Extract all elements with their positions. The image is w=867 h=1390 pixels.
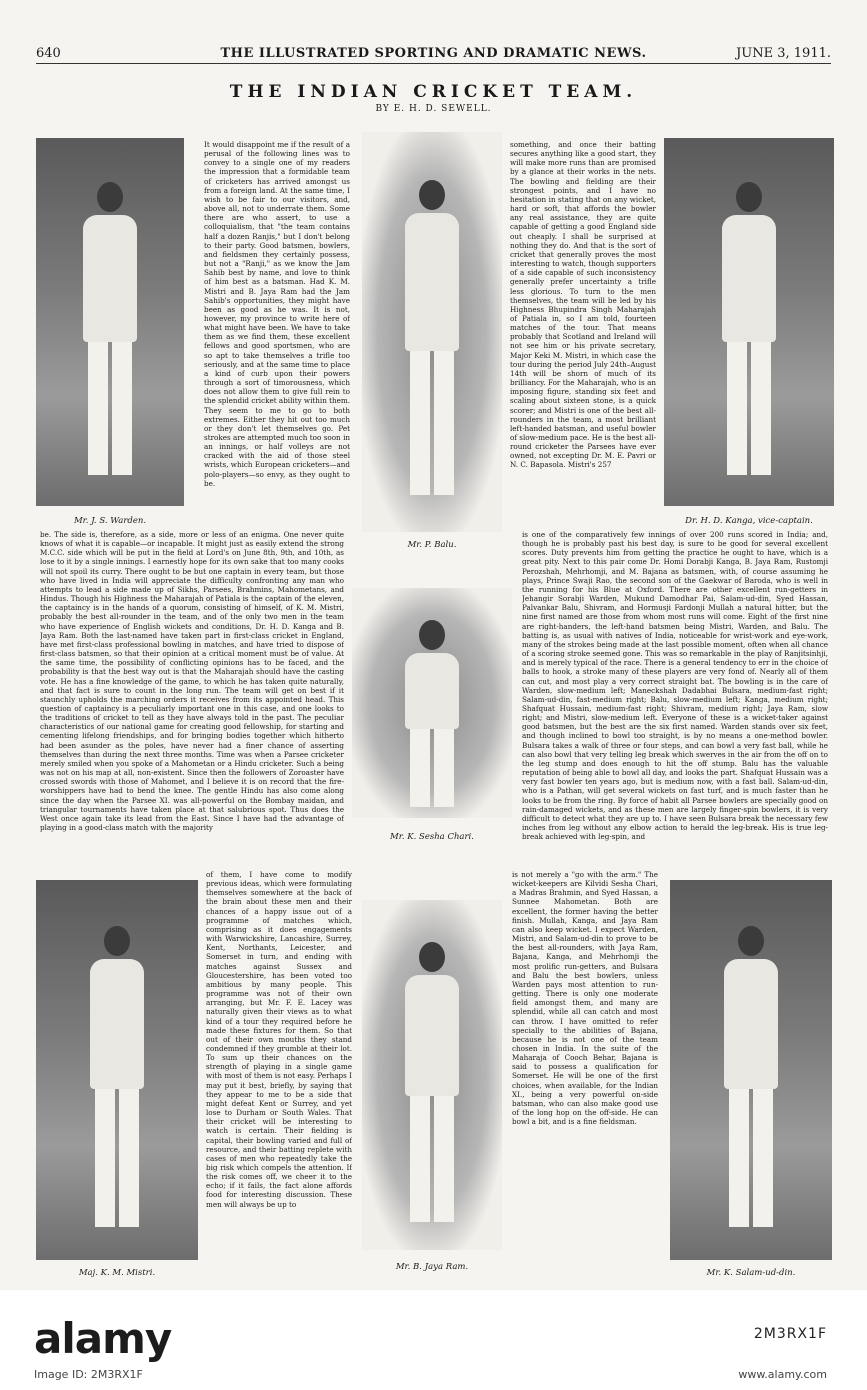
article-bottom-right: is not merely a "go with the arm." The wicket-keepers are Kilvidi Sesha Chari, a Madras Brahmin, and Syed Hassan, a Sunnee Mahometan. Both are excellent, the former having the better finish. Mullah, Kanga, and Jaya Ram can also keep wicket. I expect Warden, Mistri, and Salam-ud-din to prove to be the best all-rounders, with Jaya Ram, Bajana, Kanga, and Mehrhomji the most prolific run-getters, and Bulsara and Balu the best bowlers, unless Warden pays most attention to run-getting. There is only one moderate field amongst them, and many are splendid, while all can catch and most can throw. I have omitted to refer specially to the abilities of Bajana, because he is not one of the team chosen in India. In the suite of the Maharaja of Cooch Behar, Bajana is said to possess a qualification for Somerset. He will be one of the first choices, when available, for the Indian XI., being a very powerful on-side batsman, who can also make good use of the long hop on the off-side. He can bowl a bit, and is a fine fieldsman. [512,870,658,1127]
photo-kanga [664,138,834,506]
page-header [36,44,831,64]
photo-warden [36,138,184,506]
issue-date: JUNE 3, 1911. [736,46,831,61]
watermark-banner [0,1290,867,1390]
page-number: 640 [36,46,61,61]
photo-jaya-ram [362,900,502,1250]
publication-title: THE ILLUSTRATED SPORTING AND DRAMATIC NEWS. [220,46,647,61]
caption-salam-ud-din: Mr. K. Salam-ud-din. [706,1268,796,1278]
photo-sesha-chari [352,588,512,818]
caption-kanga: Dr. H. D. Kanga, vice-captain. [685,516,813,526]
image-code: 2M3RX1F [753,1326,827,1342]
photo-salam-ud-din [670,880,832,1260]
watermark-url: www.alamy.com [738,1368,827,1381]
cricketer-figure [401,620,463,799]
article-mid-left: be. The side is, therefore, as a side, more or less of an enigma. One never quite knows of what it is capable—or incapable. It might just as easily extend the strong M.C.C. side which will be put in the field at Lord's on June 8th, 9th, and 10th, as lose to it by a single innings. I earnestly hope for its own sake that too many cooks will not spoil its curry. There ought to be but one captain in every team, but those who have lived in India will appreciate the difficulty confronting any man who attempts to lead a side made up of Sikhs, Parsees, Brahmins, Mahometans, and Hindus. Though his Highness the Maharajah of Patiala is the captain of the eleven, the captaincy is in the hands of a quorum, consisting of himself, of K. M. Mistri, probably the best all-rounder in the team, and of the only two men in the team who have experience of English wickets and conditions, Dr. H. D. Kanga and B. Jaya Ram. Both the last-named have taken part in first-class cricket in England, have met first-class professional bowling in matches, and have tried to dispose of first-class batsmen, so that their opinion at a critical moment must be of value. At the same time, the possibility of conflicting opinions has to be faced, and the probability is that the best way out is that the Maharajah should have the casting vote. He has a fine knowledge of the game, to which he has taken quite naturally, and that fact is sure to count in the long run. The team will get on best if it staunchly upholds the marching orders it receives from its appointed head. This question of captaincy is a peculiarly important one in this case, and one looks to the traditions of cricket to tell as they have always told in the past. The peculiar characteristics of our national game for creating good fellowship, for starting and cementing lifelong friendships, and for bringing bodies together which hitherto had been asunder as the poles, have never had a finer chance of asserting themselves than during the next three months. Time was when a Parsee cricketer merely smiled when you spoke of a Mahometan or a Hindu cricketer. Such a being was not on his map at all, non-existent. Since then the followers of Zoroaster have crossed swords with those of Mahomet, and I believe it is on record that the fire-worshippers have had to bend the knee. The gentle Hindu has also come along since the day when the Parsee XI. was all-powerful on the Bombay maidan, and triangular tournaments have taken place at that salubrious spot. Thus does the West once again take its lead from the East. Since I have had the advantage of playing in a good-class match with the majority [40,530,344,832]
photo-mistri [36,880,198,1260]
cricketer-figure [718,182,780,484]
image-id: Image ID: 2M3RX1F [34,1368,143,1381]
caption-mistri: Maj. K. M. Mistri. [78,1268,156,1278]
caption-balu: Mr. P. Balu. [407,540,457,550]
caption-warden: Mr. J. S. Warden. [73,516,147,526]
cricketer-figure [79,182,141,484]
article-mid-right: is one of the comparatively few innings of over 200 runs scored in India; and, though he is probably past his best day, is sure to be good for several excellent scores. Duty prevents him from getting the practice he ought to have, which is a great pity. Next to this pair come Dr. Homi Dorabji Kanga, B. Jaya Ram, Rustomji Perozshah, Mehrhomji, and M. Bajana as batsmen, with, of course assuming he plays, Prince Swaji Rao, the second son of the Gaekwar of Baroda, who is well in the running for his Blue at Oxford. There are other excellent run-getters in Jehangir Sorabji Warden, Mukund Damodhar Pai, Salam-ud-din, Syed Hassan, Palvankar Balu, Shivram, and Hormusji Fardonji Mullah a natural hitter, but the nine first named are those from whom most runs will come. Eight of the first nine are right-handers, the left-hand batsmen being Mistri, Warden, and Balu. The batting is, as usual with natives of India, noticeable for wrist-work and eye-work, many of the strokes being made at the last possible moment, often when all chance of a scoring stroke seemed gone. This was so remarkable in the play of Ranjitsinhji, and is merely typical of the race. There is a general tendency to err in the choice of balls to hook, a stroke many of these players are very fond of. Nearly all of them can cut, and most play a very correct straight bat. The bowling is in the care of Warden, slow-medium left; Maneckshah Dadabhai Bulsara, medium-fast right; Salam-ud-din, fast-medium right; Balu, slow-medium left; Kanga, medium right; Shafquat Hussain, medium-fast right; Shivram, medium right; Jaya Ram, slow right; and Mistri, slow-medium left. Everyone of these is a wicket-taker against good batsmen, but the best are the six first named. Warden stands over six feet, and though inclined to bowl too straight, is by no means a one-method bowler. Bulsara takes a walk of three or four steps, and can bowl a very fast ball, while he can also bowl that very telling leg break which swerves in the air from the off on to the leg stump and does enough to hit the off stump. Balu has the valuable reputation of being able to bowl all day, and looks the part. Shafquat Hussain was a very fast bowler ten years ago, but is medium now, with a fast ball. Salam-ud-din, who is a Pathan, will get several wickets on fast turf, and is much faster than he looks to be from the ring. By force of habit all Parsee bowlers are specially good on rain-damaged wickets, and as these men are largely finger-spin bowlers, it is very difficult to detect what they are up to. I have seen Bulsara break the necessary few inches from leg without any elbow action to herald the leg-break. His is true leg-break achieved with leg-spin, and [522,530,828,842]
article-byline: BY E. H. D. SEWELL. [375,104,492,114]
caption-jaya-ram: Mr. B. Jaya Ram. [395,1262,469,1272]
caption-sesha-chari: Mr. K. Sesha Chari. [390,832,474,842]
article-column-1: It would disappoint me if the result of a perusal of the following lines was to convey to a single one of my readers the impression that a formidable team of cricketers has arrived amongst us from a foreign land. At the same time, I wish to be fair to our visitors, and, above all, not to underrate them. Some there are who assert, to use a colloquialism, that "the team contains half a dozen Ranjis," but I don't belong to their party. Good batsmen, bowlers, and fieldsmen they certainly possess, but not a "Ranji," as we know the Jam Sahib best by name, and love to think of him best as a batsman. Had K. M. Mistri and B. Jaya Ram had the Jam Sahib's opportunities, they might have been as good as he was. It is not, however, my province to write here of what might have been. We have to take them as we find them, these excellent fellows and good sportsmen, who are so apt to take themselves a trifle too seriously, and at the same time to place a kind of curb upon their powers through a sort of timorousness, which does not allow them to give full rein to the splendid cricket ability within them. They seem to me to go to both extremes. Either they hit out too much or they don't let themselves go. Pet strokes are attempted much too soon in an innings, or half volleys are not cracked with the aid of those steel wrists, which European cricketers—and polo-players—so envy, as they ought to be. [204,140,350,488]
cricketer-figure [86,926,148,1238]
cricketer-figure [401,942,463,1229]
article-bottom-left: of them, I have come to modify previous ideas, which were formulating themselves somewhere at the back of the brain about these men and their chances of a happy issue out of a programme of matches which, comprising as it does engagements with Warwickshire, Lancashire, Surrey, Kent, Northants, Leicester, and Somerset in turn, and ending with matches against Sussex and Gloucestershire, has been voted too ambitious by many people. This programme was not of their own arranging, but Mr. F. E. Lacey was naturally given their views as to what kind of a tour they required before he made these fixtures for them. So that out of their own mouths they stand condemned if they grumble at their lot. To sum up their chances on the strength of playing in a single game with most of them is not easy. Perhaps I may put it best, briefly, by saying that they appear to me to be a side that might defeat Kent or Surrey, and yet lose to Durham or South Wales. That their cricket will be interesting to watch is certain. Their fielding is capital, their bowling varied and full of resource, and their batting replete with cases of men who repeatedly take the big risk which compels the attention. If the risk comes off, we cheer it to the echo; if it fails, the fact alone affords food for interesting discussion. These men will always be up to [206,870,352,1209]
photo-balu [362,132,502,532]
article-column-2: something, and once their batting secures anything like a good start, they will make more runs than are promised by a glance at their works in the nets. The bowling and fielding are their strongest points, and I have no hesitation in stating that on any wicket, hard or soft, that affords the bowler any real assistance, they are quite capable of getting a good England side out cheaply. I shall be surprised at nothing they do. And that is the sort of cricket that generally proves the most interesting to watch, though supporters of a side capable of such inconsistency generally prefer uncertainty a trifle less glorious. To turn to the men themselves, the team will be led by his Highness Bhupindra Singh Maharajah of Patiala in, so I am told, fourteen matches of the tour. That means probably that Scotland and Ireland will not see him or his private secretary, Major Keki M. Mistri, in which case the tour during the period July 24th–August 14th will be shorn of much of its brilliancy. For the Maharajah, who is an imposing figure, standing six feet and scaling about sixteen stone, is a quick scorer; and Mistri is one of the best all-rounders in the team, a most brilliant left-handed batsman, and useful bowler of slow-medium pace. He is the best all-round cricketer the Parsees have ever owned, not excepting Dr. M. E. Pavri or N. C. Bapasola. Mistri's 257 [510,140,656,470]
article-title: THE INDIAN CRICKET TEAM. [229,82,638,102]
alamy-logo: alamy [34,1314,172,1363]
cricketer-figure [401,180,463,508]
cricketer-figure [720,926,782,1238]
